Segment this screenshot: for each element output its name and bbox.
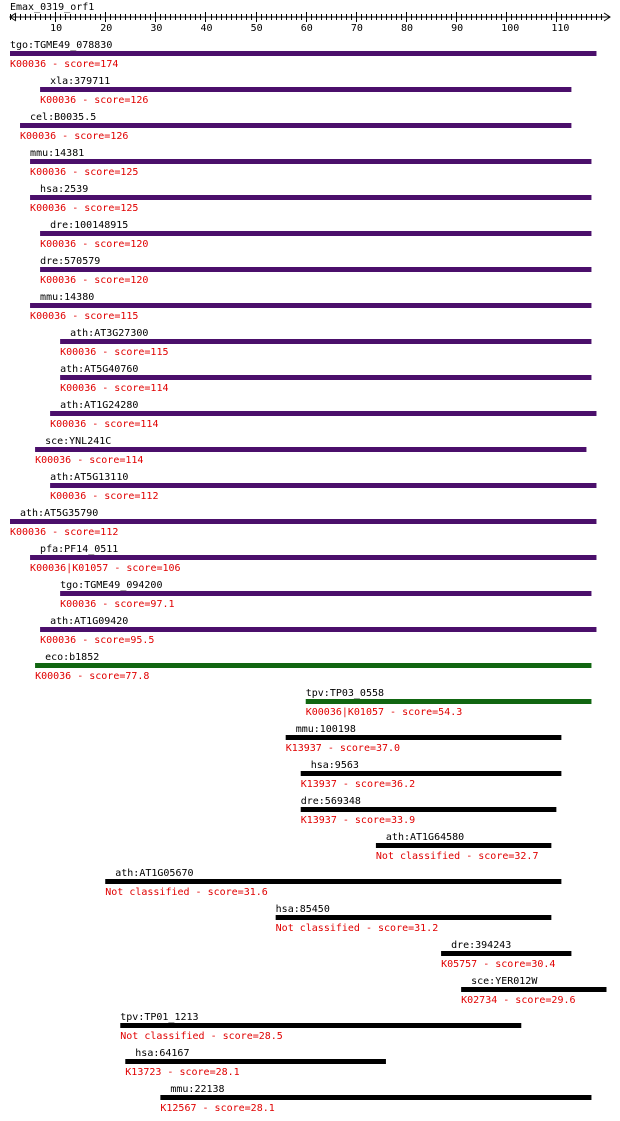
hit-score: Not classified - score=31.2 [275,923,439,934]
hit-score: K00036 - score=112 [10,527,119,538]
hit-label[interactable]: tpv:TP01_1213 [120,1012,199,1023]
sequence-axis [10,12,610,34]
axis-tick-label: 100 [501,23,520,34]
axis-tick-label: 60 [300,23,313,34]
hit-row[interactable] [35,652,591,682]
hit-row[interactable] [35,436,586,466]
hit-score: K13937 - score=33.9 [300,815,416,826]
axis-tick-label: 110 [551,23,570,34]
hit-score: K00036 - score=126 [20,131,129,142]
hit-row[interactable] [301,796,557,826]
axis-tick-label: 30 [150,23,163,34]
hit-bar[interactable] [50,411,596,416]
hit-label[interactable]: tgo:TGME49_078830 [10,40,113,51]
hit-row[interactable] [20,112,571,142]
hit-row[interactable] [40,76,571,106]
hit-row[interactable] [301,760,562,790]
hit-row[interactable] [30,148,591,178]
hit-label[interactable]: eco:b1852 [45,652,100,663]
hit-label[interactable]: ath:AT1G05670 [115,868,194,879]
hit-bar[interactable] [10,51,596,56]
hit-row[interactable] [306,688,592,718]
hit-label[interactable]: mmu:100198 [295,724,356,735]
hit-label[interactable]: mmu:14381 [30,148,85,159]
hit-label[interactable]: dre:100148915 [50,220,129,231]
hit-row[interactable] [40,256,591,286]
hit-label[interactable]: ath:AT5G35790 [20,508,99,519]
hit-score: K00036 - score=115 [60,347,169,358]
hit-bar[interactable] [30,555,596,560]
hit-score: K00036 - score=114 [60,383,169,394]
hit-label[interactable]: xla:379711 [50,76,111,87]
axis-tick-label: 50 [250,23,263,34]
hit-score: K05757 - score=30.4 [441,959,556,970]
hit-score: K00036 - score=125 [30,203,139,214]
hit-score: K00036 - score=120 [40,239,149,250]
hit-score: K00036|K01057 - score=54.3 [305,707,463,718]
hit-score: K00036 - score=126 [40,95,149,106]
hit-bar[interactable] [10,519,596,524]
hit-label[interactable]: mmu:14380 [40,292,95,303]
hit-row[interactable] [105,868,561,898]
hit-row[interactable] [30,544,596,574]
hit-row[interactable] [40,220,591,250]
hit-bar[interactable] [301,807,557,812]
hit-label[interactable]: hsa:2539 [40,184,89,195]
hit-bar[interactable] [35,447,586,452]
hit-row[interactable] [60,364,591,394]
hit-bar[interactable] [35,663,591,668]
hit-score: K00036 - score=112 [50,491,159,502]
hit-label[interactable]: ath:AT1G24280 [60,400,139,411]
hit-label[interactable]: tpv:TP03_0558 [305,688,385,699]
axis-tick-label: 10 [50,23,63,34]
hit-score: K12567 - score=28.1 [160,1103,275,1114]
axis-tick-label: 40 [200,23,213,34]
hit-row[interactable] [160,1084,591,1114]
hit-bar[interactable] [40,627,596,632]
hit-label[interactable]: ath:AT5G13110 [50,472,129,483]
query-title: Emax_0319_orf1 [10,2,95,13]
hit-bar[interactable] [40,231,591,236]
hit-bar[interactable] [105,879,561,884]
hit-row[interactable] [60,580,591,610]
hit-bar[interactable] [286,735,562,740]
hit-row[interactable] [30,184,591,214]
hit-bar[interactable] [60,375,591,380]
hit-row[interactable] [40,616,596,646]
hit-bar[interactable] [30,195,591,200]
hit-bar[interactable] [60,591,591,596]
hit-bar[interactable] [306,699,592,704]
hit-label[interactable]: ath:AT5G40760 [60,364,139,375]
hit-bar[interactable] [461,987,606,992]
hit-bar[interactable] [276,915,552,920]
hit-row[interactable] [60,328,591,358]
hit-label[interactable]: sce:YNL241C [45,436,112,447]
hit-label[interactable]: sce:YER012W [471,976,538,987]
hit-score: K13937 - score=37.0 [285,743,401,754]
hit-bar[interactable] [30,159,591,164]
hit-label[interactable]: hsa:85450 [275,904,330,915]
hit-label[interactable]: ath:AT1G64580 [385,832,465,843]
hit-score: K00036 - score=115 [30,311,139,322]
axis-tick-label: 90 [451,23,464,34]
hit-bar[interactable] [160,1095,591,1100]
hit-score: K00036 - score=174 [10,59,119,70]
axis-tick-label: 20 [100,23,113,34]
hit-score: K13723 - score=28.1 [125,1067,240,1078]
hit-bar[interactable] [50,483,596,488]
hit-row[interactable] [50,400,596,430]
hit-bar[interactable] [20,123,571,128]
hit-bar[interactable] [441,951,571,956]
hit-bar[interactable] [120,1023,521,1028]
hit-score: Not classified - score=28.5 [120,1031,283,1042]
hit-score: K00036 - score=120 [40,275,149,286]
hit-label[interactable]: dre:569348 [300,796,361,807]
hit-row[interactable] [30,292,591,322]
hit-label[interactable]: dre:570579 [40,256,101,267]
hit-label[interactable]: cel:B0035.5 [30,112,97,123]
hit-row[interactable] [376,832,551,862]
hit-score: K13937 - score=36.2 [300,779,416,790]
hit-row[interactable] [10,508,596,538]
hit-row[interactable] [50,472,596,502]
hit-score: K02734 - score=29.6 [461,995,576,1006]
hit-score: Not classified - score=31.6 [105,887,268,898]
hit-row[interactable] [10,40,596,70]
hit-score: K00036|K01057 - score=106 [30,563,181,574]
hit-row[interactable] [461,976,606,1006]
hit-row[interactable] [276,904,552,934]
hit-list [10,40,606,1114]
hit-score: Not classified - score=32.7 [375,851,539,862]
hit-score: K00036 - score=114 [50,419,159,430]
hit-score: K00036 - score=97.1 [60,599,175,610]
hit-row[interactable] [125,1048,386,1078]
hit-label[interactable]: ath:AT3G27300 [70,328,149,339]
hit-bar[interactable] [125,1059,386,1064]
hit-row[interactable] [120,1012,521,1042]
hit-bar[interactable] [301,771,562,776]
hit-label[interactable]: mmu:22138 [170,1084,225,1095]
hit-score: K00036 - score=114 [35,455,144,466]
axis-tick-label: 70 [350,23,363,34]
hit-label[interactable]: hsa:64167 [135,1048,190,1059]
hit-bar[interactable] [30,303,591,308]
hit-score: K00036 - score=77.8 [35,671,150,682]
hit-score: K00036 - score=125 [30,167,139,178]
axis-tick-label: 80 [400,23,414,34]
hit-bar[interactable] [40,87,571,92]
hit-bar[interactable] [40,267,591,272]
hit-label[interactable]: tgo:TGME49_094200 [60,580,163,591]
hit-bar[interactable] [60,339,591,344]
hit-bar[interactable] [376,843,551,848]
hit-row[interactable] [286,724,562,754]
hit-row[interactable] [441,940,571,970]
hit-label[interactable]: hsa:9563 [310,760,359,771]
hit-score: K00036 - score=95.5 [40,635,155,646]
hit-label[interactable]: dre:394243 [451,940,512,951]
hit-label[interactable]: pfa:PF14_0511 [40,544,119,555]
hit-label[interactable]: ath:AT1G09420 [50,616,129,627]
